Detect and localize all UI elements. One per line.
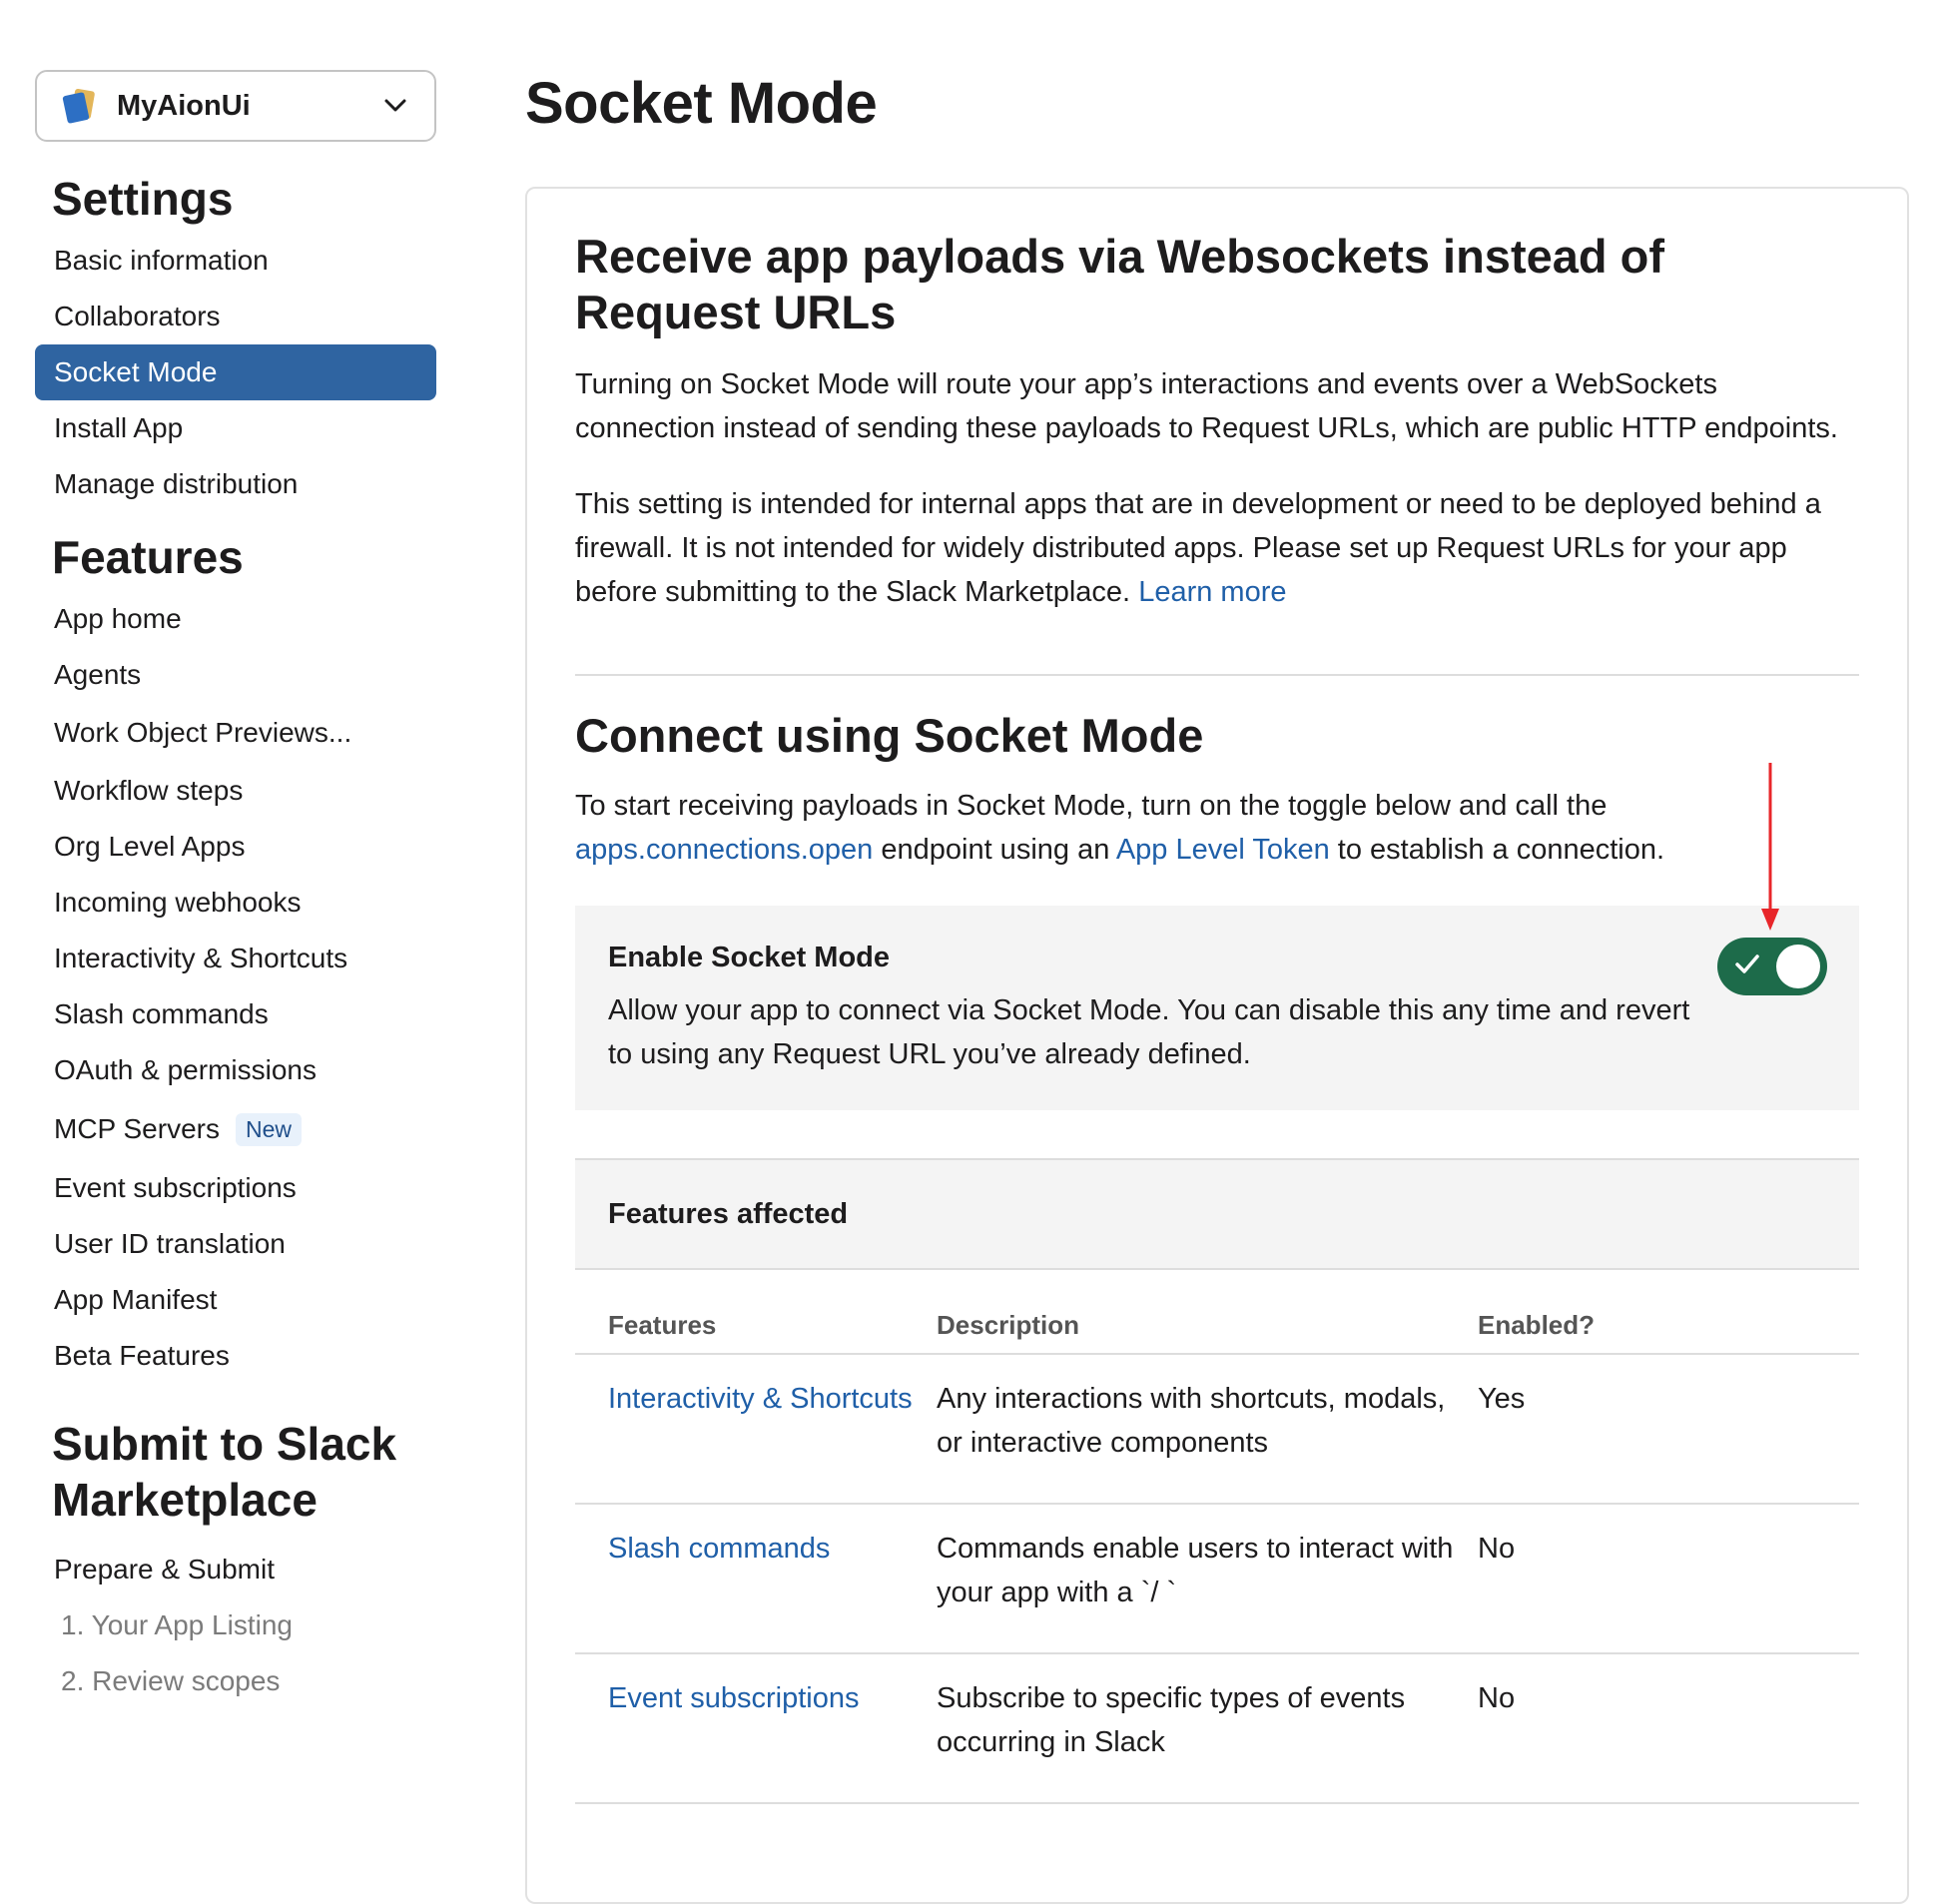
sidebar-item-work-object-previews[interactable]: Work Object Previews... <box>54 717 352 749</box>
table-row <box>575 1354 1859 1504</box>
app-name: MyAionUi <box>117 89 251 122</box>
sidebar-item-user-id-translation[interactable]: User ID translation <box>54 1228 286 1260</box>
connect-paragraph <box>575 784 1859 872</box>
column-header-description: Description <box>937 1298 1478 1354</box>
sidebar-item-app-manifest[interactable]: App Manifest <box>54 1284 218 1316</box>
sidebar-item-workflow-steps[interactable]: Workflow steps <box>54 775 244 807</box>
feature-link-slash-commands[interactable]: Slash commands <box>608 1533 831 1565</box>
chevron-down-icon <box>384 99 406 113</box>
connect-text-3: to establish a connection. <box>1337 834 1665 866</box>
enable-socket-mode-description: Allow your app to connect via Socket Mode. You can disable this any time and revert to using any Request URL you’ve already defined. <box>608 994 1690 1070</box>
enable-socket-mode-title: Enable Socket Mode <box>608 942 891 973</box>
connect-text-2: endpoint using an <box>881 834 1110 866</box>
feature-link-interactivity[interactable]: Interactivity & Shortcuts <box>608 1383 913 1415</box>
sidebar-item-your-app-listing[interactable]: 1. Your App Listing <box>61 1609 293 1641</box>
features-section-title: Features <box>52 531 244 584</box>
feature-enabled: Yes <box>1478 1354 1859 1504</box>
settings-nav <box>35 233 436 512</box>
sidebar-item-slash-commands[interactable]: Slash commands <box>54 998 269 1030</box>
sidebar-item-oauth-permissions[interactable]: OAuth & permissions <box>54 1054 317 1086</box>
sidebar-item-prepare-submit[interactable]: Prepare & Submit <box>54 1554 275 1586</box>
apps-connections-open-link[interactable]: apps.connections.open <box>575 834 874 866</box>
sidebar-item-beta-features[interactable]: Beta Features <box>54 1340 230 1372</box>
sidebar-item-install-app[interactable]: Install App <box>54 412 184 444</box>
check-icon <box>1735 953 1759 980</box>
intro-paragraph-1: Turning on Socket Mode will route your app’s interactions and events over a WebSockets connection instead of sending these payloads to Request URLs, which are public HTTP endpoints. <box>575 368 1838 444</box>
sidebar-item-agents[interactable]: Agents <box>54 659 142 691</box>
table-header-row <box>575 1298 1859 1354</box>
sidebar-item-manage-distribution[interactable]: Manage distribution <box>54 468 299 500</box>
submit-title-line1: Submit to Slack <box>52 1418 397 1471</box>
settings-section-title: Settings <box>52 173 234 225</box>
app-switcher[interactable] <box>35 70 436 142</box>
sidebar-item-basic-information[interactable]: Basic information <box>54 245 269 277</box>
feature-description: Commands enable users to interact with your app with a `/ ` <box>937 1504 1478 1653</box>
sidebar-item-app-home[interactable]: App home <box>54 603 182 635</box>
connect-heading: Connect using Socket Mode <box>575 709 1204 762</box>
sidebar-item-incoming-webhooks[interactable]: Incoming webhooks <box>54 887 302 919</box>
table-row <box>575 1504 1859 1653</box>
app-logo-icon <box>63 90 95 122</box>
connect-text-1: To start receiving payloads in Socket Mode, turn on the toggle below and call the <box>575 790 1608 822</box>
submit-section-title <box>35 1416 436 1528</box>
sidebar-item-socket-mode[interactable]: Socket Mode <box>35 344 436 400</box>
sidebar <box>35 70 436 1709</box>
intro-heading: Receive app payloads via Websockets instead of Request URLs <box>575 230 1665 338</box>
column-header-enabled: Enabled? <box>1478 1298 1859 1354</box>
new-badge: New <box>236 1113 302 1146</box>
submit-title-line2: Marketplace <box>52 1474 318 1527</box>
annotation-arrow-icon <box>1759 763 1781 933</box>
socket-mode-card <box>525 187 1909 1904</box>
feature-enabled: No <box>1478 1653 1859 1803</box>
feature-link-event-subscriptions[interactable]: Event subscriptions <box>608 1682 860 1714</box>
intro-paragraph-2-text: This setting is intended for internal apps that are in development or need to be deployed behind a firewall. It is not intended for widely distributed apps. Please set up Request URLs for your app before submitting to the Slack Marketplace. <box>575 488 1821 608</box>
feature-description: Any interactions with shortcuts, modals, or interactive components <box>937 1354 1478 1504</box>
features-table <box>575 1298 1859 1804</box>
sidebar-item-collaborators[interactable]: Collaborators <box>54 301 221 332</box>
sidebar-item-mcp-servers[interactable] <box>35 1098 436 1160</box>
toggle-knob <box>1776 945 1820 988</box>
enable-socket-mode-panel <box>575 906 1859 1110</box>
features-affected-header: Features affected <box>575 1158 1859 1270</box>
socket-mode-toggle[interactable] <box>1717 938 1827 995</box>
table-row <box>575 1653 1859 1803</box>
features-nav <box>35 591 436 1384</box>
page-title: Socket Mode <box>525 71 878 136</box>
app-level-token-link[interactable]: App Level Token <box>1115 834 1330 866</box>
intro-paragraph-2 <box>575 482 1859 614</box>
column-header-features: Features <box>575 1298 937 1354</box>
sidebar-item-interactivity-shortcuts[interactable]: Interactivity & Shortcuts <box>54 943 348 974</box>
sidebar-item-review-scopes[interactable]: 2. Review scopes <box>61 1665 281 1697</box>
learn-more-link[interactable]: Learn more <box>1138 576 1287 608</box>
section-divider <box>575 674 1859 676</box>
sidebar-item-event-subscriptions[interactable]: Event subscriptions <box>54 1172 297 1204</box>
feature-description: Subscribe to specific types of events occurring in Slack <box>937 1653 1478 1803</box>
feature-enabled: No <box>1478 1504 1859 1653</box>
submit-nav <box>35 1542 436 1709</box>
sidebar-item-label: MCP Servers <box>54 1113 220 1145</box>
sidebar-item-org-level-apps[interactable]: Org Level Apps <box>54 831 246 863</box>
